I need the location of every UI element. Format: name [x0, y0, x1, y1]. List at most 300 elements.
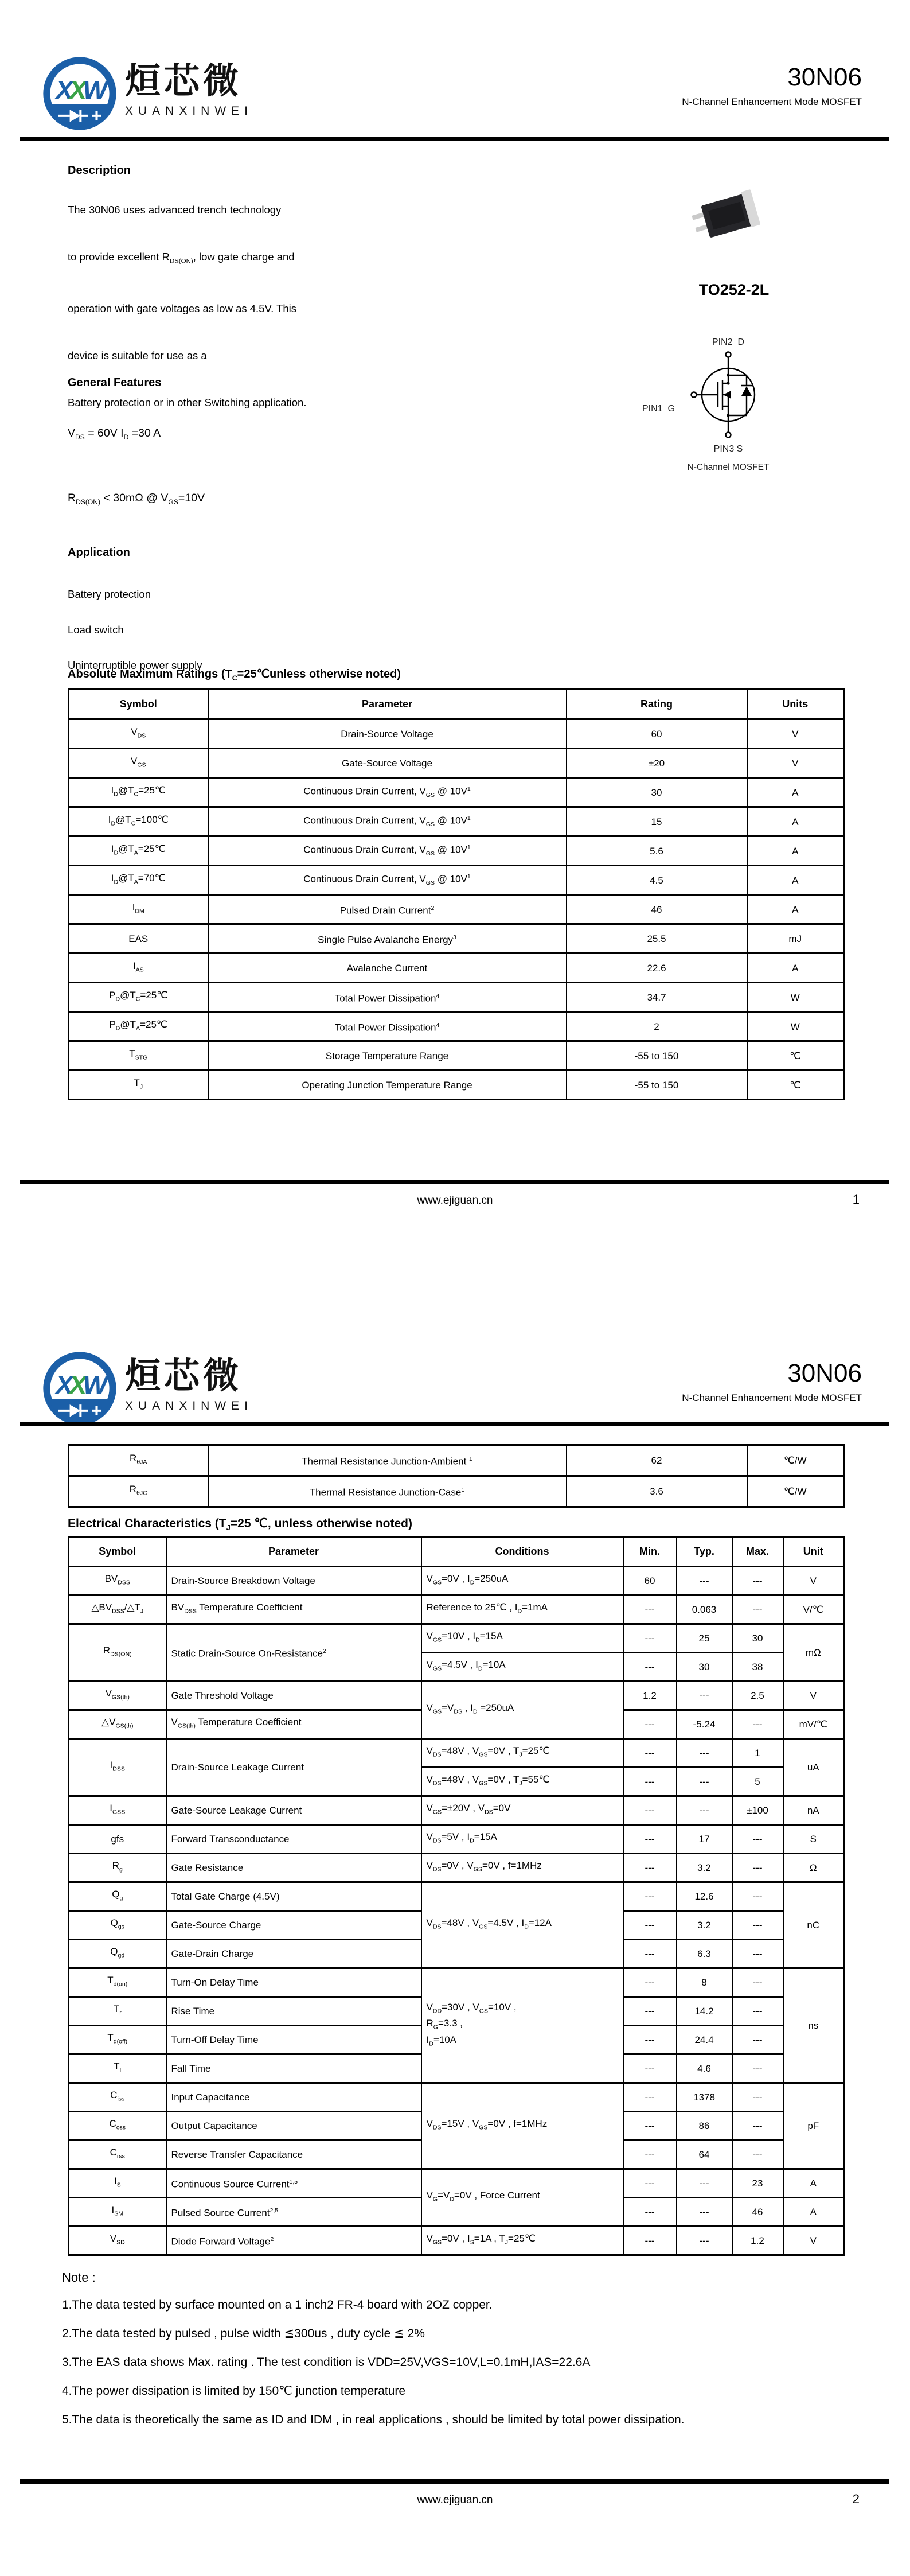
feature-line: $R_{DS(ON)} < 30m\Omega$ @ $V_{GS}=10V$ [68, 491, 205, 506]
description-line: Battery protection or in other Switching application. [68, 396, 307, 408]
elec-characteristics-table [68, 1536, 845, 2256]
table-cell: $BV_{DSS}$ [69, 1567, 166, 1596]
table-cell: Output Capacitance [166, 2112, 421, 2141]
table-cell: --- [623, 2026, 677, 2054]
table-cell: 3.2 [677, 1854, 732, 1882]
table-cell: mJ [747, 924, 844, 954]
table-cell: $R_{\theta JC}$ [69, 1476, 208, 1507]
table-cell: Fall Time [166, 2054, 421, 2083]
table-cell: ℃ [747, 1071, 844, 1100]
table-row [69, 1796, 844, 1825]
table-cell: $V_{GS}=0V$ , $I_S=1A$ , $T_J=25℃$ [421, 2227, 623, 2255]
table-cell: 5 [732, 1768, 783, 1796]
table-cell: --- [623, 1596, 677, 1624]
table-cell: ℃ [747, 1041, 844, 1071]
table-cell: Continuous Drain Current, $V_{GS}$ @ $10V^1$ [208, 836, 567, 866]
footer-url: www.ejiguan.cn [417, 2494, 493, 2506]
table-cell: 34.7 [567, 983, 747, 1012]
table-cell: --- [623, 1940, 677, 1968]
table-cell: $C_{iss}$ [69, 2083, 166, 2112]
table-cell: W [747, 1012, 844, 1041]
table-cell: $V_{GS}=10V$ , $I_D=15A$ [421, 1624, 623, 1653]
table-cell: V [783, 2227, 844, 2255]
table-cell: 23 [732, 2169, 783, 2198]
table-cell: Gate-Drain Charge [166, 1940, 421, 1968]
mosfet-symbol-figure [642, 337, 814, 509]
table-cell: A [783, 2198, 844, 2227]
table-row [69, 719, 844, 749]
notes-title: Note : [62, 2270, 96, 2285]
table-cell: Forward Transconductance [166, 1825, 421, 1854]
application-item: Load switch [68, 624, 124, 636]
table-cell: --- [677, 1682, 732, 1710]
table-cell: 38 [732, 1653, 783, 1682]
table-row [69, 1624, 844, 1653]
header-rule [20, 137, 889, 141]
table-cell: $I_S$ [69, 2169, 166, 2198]
table-cell: Diode Forward Voltage$^2$ [166, 2227, 421, 2255]
table-cell: Total Power Dissipation$^4$ [208, 1012, 567, 1041]
table-cell: Reference to 25℃ , $I_D=1mA$ [421, 1596, 623, 1624]
elec-characteristics-title: Electrical Characteristics ($T_J=25$ ℃, unless otherwise noted) [68, 1517, 412, 1532]
table-cell: --- [623, 2054, 677, 2083]
page-2 [0, 1288, 910, 2576]
table-cell: $\triangle BV_{DSS}/\triangle T_J$ [69, 1596, 166, 1624]
table-cell: uA [783, 1739, 844, 1796]
table-cell: V [747, 719, 844, 749]
table-cell: -55 to 150 [567, 1071, 747, 1100]
column-header: Symbol [69, 1537, 166, 1567]
table-cell: --- [732, 2141, 783, 2169]
section-title-general-features: General Features [68, 376, 162, 389]
brand-name-en: XUANXINWEI [125, 1399, 253, 1412]
table-row [69, 2227, 844, 2255]
abs-max-table [68, 688, 845, 1100]
table-cell: pF [783, 2083, 844, 2169]
mosfet-caption: N-Channel MOSFET [687, 462, 770, 472]
table-cell: --- [677, 2169, 732, 2198]
table-cell: Total Gate Charge (4.5V) [166, 1882, 421, 1911]
table-row [69, 2169, 844, 2198]
table-cell: EAS [69, 924, 208, 954]
table-cell: --- [732, 1882, 783, 1911]
package-photo [684, 184, 784, 251]
table-cell: $Q_{gd}$ [69, 1940, 166, 1968]
column-header: Unit [783, 1537, 844, 1567]
column-header: Symbol [69, 690, 208, 719]
description-line: The 30N06 uses advanced trench technology [68, 204, 282, 216]
table-cell: --- [623, 1997, 677, 2026]
table-cell: $I_D@T_A=25℃$ [69, 836, 208, 866]
table-cell: $V_{DS}=15V$ , $V_{GS}=0V$ , f=1MHz [421, 2083, 623, 2169]
table-cell: $I_{DM}$ [69, 895, 208, 924]
table-cell: --- [732, 1997, 783, 2026]
table-cell: 8 [677, 1968, 732, 1997]
table-cell: --- [732, 2112, 783, 2141]
table-cell: Gate-Source Voltage [208, 749, 567, 778]
table-row [69, 778, 844, 807]
brand-logo-icon [41, 55, 118, 132]
table-cell: --- [677, 1739, 732, 1768]
table-cell: Single Pulse Avalanche Energy$^3$ [208, 924, 567, 954]
table-cell: -5.24 [677, 1710, 732, 1739]
table-cell: Continuous Drain Current, $V_{GS}$ @ $10V^1$ [208, 807, 567, 836]
table-cell: $I_D@T_C=100℃$ [69, 807, 208, 836]
description-line: to provide excellent $R_{DS(ON)}$, low gate charge and [68, 251, 295, 265]
table-cell: --- [732, 1567, 783, 1596]
table-cell: $V_{DS}$ [69, 719, 208, 749]
abs-max-title: Absolute Maximum Ratings ($T_C=25℃unless$ otherwise noted) [68, 668, 401, 682]
brand-name-cn: 烜芯微 [125, 61, 243, 101]
table-cell: --- [623, 2198, 677, 2227]
table-cell: A [783, 2169, 844, 2198]
table-cell: gfs [69, 1825, 166, 1854]
table-row [69, 2083, 844, 2112]
table-cell: --- [677, 1796, 732, 1825]
table-cell: --- [623, 1968, 677, 1997]
brand-text [125, 55, 253, 118]
table-cell: 86 [677, 2112, 732, 2141]
table-cell: 12.6 [677, 1882, 732, 1911]
table-row [69, 895, 844, 924]
table-cell: $V_{DS}=0V$ , $V_{GS}=0V$ , f=1MHz [421, 1854, 623, 1882]
table-cell: --- [732, 1854, 783, 1882]
table-cell: $R_{DS(ON)}$ [69, 1624, 166, 1682]
table-cell: Static Drain-Source On-Resistance$^2$ [166, 1624, 421, 1682]
table-cell: --- [623, 1796, 677, 1825]
table-cell: W [747, 983, 844, 1012]
table-cell: $V_{GS(th)}$ [69, 1682, 166, 1710]
table-row [69, 1012, 844, 1041]
table-cell: 4.5 [567, 866, 747, 895]
table-cell: --- [623, 2227, 677, 2255]
table-cell: Gate Resistance [166, 1854, 421, 1882]
table-cell: ns [783, 1968, 844, 2083]
table-cell: --- [732, 2083, 783, 2112]
table-row [69, 749, 844, 778]
table-cell: $V_G=V_D=0V$ , Force Current [421, 2169, 623, 2227]
table-cell: $C_{rss}$ [69, 2141, 166, 2169]
table-cell: $I_{GSS}$ [69, 1796, 166, 1825]
table-cell: Rise Time [166, 1997, 421, 2026]
table-cell: 14.2 [677, 1997, 732, 2026]
table-cell: $T_{d(off)}$ [69, 2026, 166, 2054]
table-cell: $P_D@T_A=25℃$ [69, 1012, 208, 1041]
part-subtitle: N-Channel Enhancement Mode MOSFET [682, 1392, 862, 1403]
table-cell: Operating Junction Temperature Range [208, 1071, 567, 1100]
table-cell: --- [677, 2198, 732, 2227]
table-cell: $C_{oss}$ [69, 2112, 166, 2141]
table-cell: mΩ [783, 1624, 844, 1682]
table-cell: $V_{DS}=5V$ , $I_D=15A$ [421, 1825, 623, 1854]
pin-label-source: PIN3 S [713, 444, 743, 454]
table-cell: 1378 [677, 2083, 732, 2112]
table-cell: S [783, 1825, 844, 1854]
table-cell: Gate-Source Charge [166, 1911, 421, 1940]
table-cell: Thermal Resistance Junction-Case$^1$ [208, 1476, 567, 1507]
table-cell: Reverse Transfer Capacitance [166, 2141, 421, 2169]
note-item: 5.The data is theoretically the same as ID and IDM , in real applications , should be limited by total power dissipation. [62, 2413, 685, 2426]
column-header: Min. [623, 1537, 677, 1567]
table-cell: 30 [677, 1653, 732, 1682]
table-cell: 6.3 [677, 1940, 732, 1968]
table-cell: Drain-Source Voltage [208, 719, 567, 749]
table-cell: Gate-Source Leakage Current [166, 1796, 421, 1825]
table-row [69, 924, 844, 954]
table-cell: --- [677, 1567, 732, 1596]
table-cell: Drain-Source Breakdown Voltage [166, 1567, 421, 1596]
part-number: 30N06 [787, 1359, 862, 1387]
description-paragraph [68, 204, 458, 444]
table-cell: $I_{DSS}$ [69, 1739, 166, 1796]
general-features-list [68, 427, 458, 557]
part-number: 30N06 [787, 63, 862, 91]
table-row [69, 1041, 844, 1071]
table-cell: 0.063 [677, 1596, 732, 1624]
table-cell: $Q_{gs}$ [69, 1911, 166, 1940]
table-cell: 24.4 [677, 2026, 732, 2054]
table-cell: 30 [567, 778, 747, 807]
part-header [682, 1360, 862, 1404]
table-cell: 1.2 [732, 2227, 783, 2255]
header-row [69, 1537, 844, 1567]
table-row [69, 1596, 844, 1624]
feature-line: $V_{DS} = 60V$ $I_D =30$ A [68, 427, 161, 441]
table-cell: A [747, 895, 844, 924]
table-row [69, 1882, 844, 1911]
table-cell: 30 [732, 1624, 783, 1653]
table-cell: $V_{GS(th)}$ Temperature Coefficient [166, 1710, 421, 1739]
table-cell: Pulsed Drain Current$^2$ [208, 895, 567, 924]
table-cell: $T_r$ [69, 1997, 166, 2026]
table-cell: $V_{GS}=\pm 20V$ , $V_{DS}=0V$ [421, 1796, 623, 1825]
table-cell: --- [623, 2112, 677, 2141]
section-title-application: Application [68, 546, 130, 559]
table-row [69, 1476, 844, 1507]
table-cell: ℃/W [747, 1445, 844, 1476]
pin-label-drain: PIN2 D [712, 337, 744, 347]
table-row [69, 954, 844, 983]
table-row [69, 1825, 844, 1854]
table-cell: Drain-Source Leakage Current [166, 1739, 421, 1796]
table-cell: $T_{STG}$ [69, 1041, 208, 1071]
table-cell: $V_{GS}$ [69, 749, 208, 778]
table-cell: V [783, 1567, 844, 1596]
application-item: Uninterruptible power supply [68, 659, 202, 671]
thermal-resistance-table [68, 1444, 845, 1508]
table-cell: Gate Threshold Voltage [166, 1682, 421, 1710]
brand-name-en: XUANXINWEI [125, 104, 253, 118]
table-cell: --- [732, 1825, 783, 1854]
table-cell: $Q_g$ [69, 1882, 166, 1911]
table-cell: ±20 [567, 749, 747, 778]
mosfet-symbol-icon [682, 348, 774, 439]
table-cell: --- [732, 2054, 783, 2083]
table-row [69, 1071, 844, 1100]
note-item: 2.The data tested by pulsed , pulse width ≦300us , duty cycle ≦ 2% [62, 2327, 425, 2340]
table-cell: --- [623, 1825, 677, 1854]
table-row [69, 866, 844, 895]
table-cell: 1.2 [623, 1682, 677, 1710]
table-cell: 5.6 [567, 836, 747, 866]
brand-name-cn: 烜芯微 [125, 1356, 243, 1396]
table-cell: V/℃ [783, 1596, 844, 1624]
column-header: Typ. [677, 1537, 732, 1567]
svg-text:XXW: XXW [56, 75, 104, 105]
table-cell: A [747, 954, 844, 983]
to252-package-icon [684, 184, 784, 251]
table-cell: 3.2 [677, 1911, 732, 1940]
table-cell: $V_{SD}$ [69, 2227, 166, 2255]
header-row [69, 690, 844, 719]
brand-text [125, 1350, 253, 1413]
table-cell: mV/℃ [783, 1710, 844, 1739]
table-cell: $BV_{DSS}$ Temperature Coefficient [166, 1596, 421, 1624]
table-cell: $V_{GS}=0V$ , $I_D=250uA$ [421, 1567, 623, 1596]
table-cell: 1 [732, 1739, 783, 1768]
table-cell: --- [623, 1653, 677, 1682]
table-cell: ±100 [732, 1796, 783, 1825]
table-cell: --- [623, 2141, 677, 2169]
table-cell: $I_D@T_C=25℃$ [69, 778, 208, 807]
table-cell: $\triangle V_{GS(th)}$ [69, 1710, 166, 1739]
table-cell: ℃/W [747, 1476, 844, 1507]
table-cell: nA [783, 1796, 844, 1825]
table-cell: Turn-On Delay Time [166, 1968, 421, 1997]
table-cell: Turn-Off Delay Time [166, 2026, 421, 2054]
table-cell: --- [623, 1624, 677, 1653]
table-cell: $V_{GS}=V_{DS}$ , $I_D =250uA$ [421, 1682, 623, 1739]
brand-header [41, 1350, 253, 1427]
table-cell: 2 [567, 1012, 747, 1041]
table-cell: 15 [567, 807, 747, 836]
part-subtitle: N-Channel Enhancement Mode MOSFET [682, 96, 862, 107]
table-cell: --- [677, 2227, 732, 2255]
table-cell: Continuous Source Current$^{1,5}$ [166, 2169, 421, 2198]
table-cell: V [783, 1682, 844, 1710]
table-cell: Continuous Drain Current, $V_{GS}$ @ $10V^1$ [208, 866, 567, 895]
table-cell: $I_D@T_A=70℃$ [69, 866, 208, 895]
table-cell: Total Power Dissipation$^4$ [208, 983, 567, 1012]
application-item: Battery protection [68, 588, 151, 600]
package-name: TO252-2L [698, 281, 770, 298]
table-cell: --- [732, 1911, 783, 1940]
table-row [69, 1739, 844, 1768]
table-cell: $R_g$ [69, 1854, 166, 1882]
table-cell: 17 [677, 1825, 732, 1854]
table-cell: Input Capacitance [166, 2083, 421, 2112]
table-row [69, 983, 844, 1012]
table-cell: --- [732, 1968, 783, 1997]
table-row [69, 836, 844, 866]
table-cell: Thermal Resistance Junction-Ambient $^1$ [208, 1445, 567, 1476]
notes-list [62, 2295, 789, 2439]
table-cell: 25 [677, 1624, 732, 1653]
table-row [69, 1567, 844, 1596]
table-cell: Avalanche Current [208, 954, 567, 983]
footer-rule [20, 2479, 889, 2484]
table-cell: A [747, 778, 844, 807]
table-cell: $P_D@T_C=25℃$ [69, 983, 208, 1012]
table-cell: 62 [567, 1445, 747, 1476]
note-item: 4.The power dissipation is limited by 150℃ junction temperature [62, 2384, 406, 2398]
table-cell: --- [623, 1882, 677, 1911]
table-cell: 2.5 [732, 1682, 783, 1710]
table-cell: $I_{SM}$ [69, 2198, 166, 2227]
footer-rule [20, 1180, 889, 1184]
abs-max-table-wrap [68, 688, 843, 1100]
table-cell: A [747, 866, 844, 895]
table-cell: 22.6 [567, 954, 747, 983]
table-cell: --- [732, 2026, 783, 2054]
table-cell: $V_{DD}=30V$ , $V_{GS}=10V$ , $R_G=3.3$ , $I_D=10A$ [421, 1968, 623, 2083]
table-cell: 4.6 [677, 2054, 732, 2083]
table-cell: A [747, 836, 844, 866]
footer-page-number: 1 [852, 1192, 860, 1207]
table-cell: 46 [732, 2198, 783, 2227]
brand-header [41, 55, 253, 132]
table-row [69, 1854, 844, 1882]
table-cell: --- [623, 1739, 677, 1768]
column-header: Rating [567, 690, 747, 719]
table-cell: $T_J$ [69, 1071, 208, 1100]
thermal-table-wrap [68, 1444, 843, 1508]
table-cell: -55 to 150 [567, 1041, 747, 1071]
header-rule [20, 1422, 889, 1426]
table-cell: 25.5 [567, 924, 747, 954]
column-header: Units [747, 690, 844, 719]
table-cell: $T_f$ [69, 2054, 166, 2083]
description-line: device is suitable for use as a [68, 349, 207, 361]
table-cell: --- [623, 1710, 677, 1739]
table-row [69, 1682, 844, 1710]
column-header: Max. [732, 1537, 783, 1567]
table-row [69, 1445, 844, 1476]
table-cell: 3.6 [567, 1476, 747, 1507]
table-cell: 60 [623, 1567, 677, 1596]
part-header [682, 64, 862, 108]
table-cell: 64 [677, 2141, 732, 2169]
brand-logo-icon [41, 1350, 118, 1427]
svg-text:XXW: XXW [56, 1370, 104, 1400]
table-cell: Storage Temperature Range [208, 1041, 567, 1071]
table-cell: --- [732, 1710, 783, 1739]
table-cell: --- [623, 1768, 677, 1796]
table-row [69, 807, 844, 836]
table-cell: $V_{DS}=48V$ , $V_{GS}=4.5V$ , $I_D=12A$ [421, 1882, 623, 1968]
column-header: Parameter [208, 690, 567, 719]
pin-label-gate: PIN1 G [642, 404, 675, 414]
table-cell: $T_{d(on)}$ [69, 1968, 166, 1997]
column-header: Conditions [421, 1537, 623, 1567]
table-cell: --- [623, 1854, 677, 1882]
table-row [69, 1968, 844, 1997]
table-cell: $V_{DS}=48V$ , $V_{GS}=0V$ , $T_J=55℃$ [421, 1768, 623, 1796]
table-cell: Ω [783, 1854, 844, 1882]
table-cell: $V_{GS}=4.5V$ , $I_D=10A$ [421, 1653, 623, 1682]
table-cell: $I_{AS}$ [69, 954, 208, 983]
table-cell: --- [623, 1911, 677, 1940]
table-cell: --- [732, 1940, 783, 1968]
table-cell: --- [623, 2169, 677, 2198]
table-cell: 46 [567, 895, 747, 924]
table-cell: V [747, 749, 844, 778]
footer-page-number: 2 [852, 2492, 860, 2506]
column-header: Parameter [166, 1537, 421, 1567]
table-cell: --- [623, 2083, 677, 2112]
table-cell: nC [783, 1882, 844, 1968]
footer-url: www.ejiguan.cn [417, 1194, 493, 1207]
